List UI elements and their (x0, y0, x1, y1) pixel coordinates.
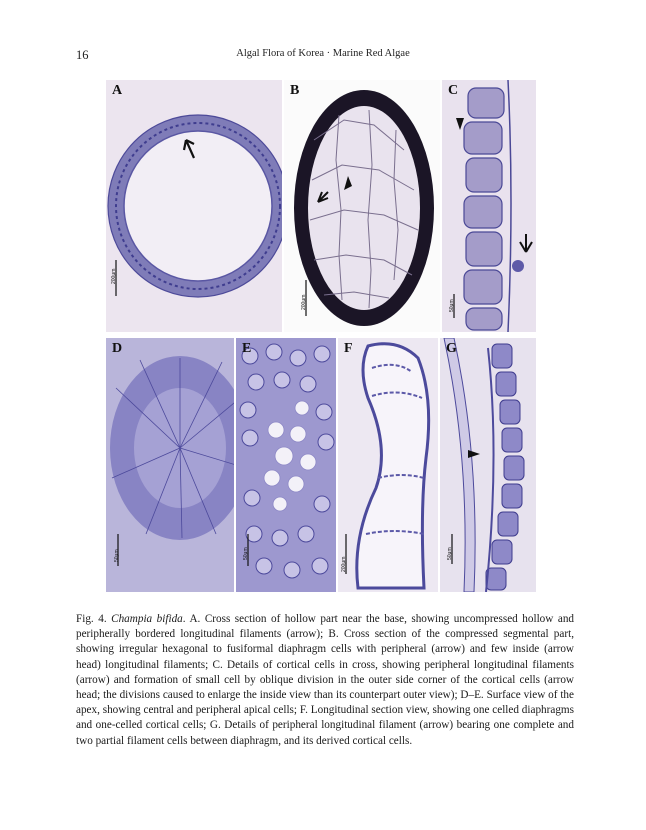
panel-c-micrograph (442, 80, 536, 332)
panel-c (442, 80, 536, 332)
scale-label-c: 50μm (449, 299, 455, 312)
caption-species: Champia bifida (111, 613, 183, 625)
scale-label-f: 200μm (341, 556, 347, 572)
panel-label-e: E (242, 341, 252, 356)
panel-e-micrograph (236, 338, 336, 592)
scale-label-d: 50μm (114, 549, 120, 562)
arrow-head-icon (456, 118, 464, 130)
scale-label-a: 200μm (111, 268, 117, 284)
page-number: 16 (76, 48, 89, 62)
panel-label-d: D (112, 341, 123, 356)
panel-d (106, 338, 234, 592)
scale-label-b: 200μm (301, 294, 307, 310)
panel-label-b: B (290, 83, 300, 98)
figure-caption (76, 612, 574, 749)
scale-label-g: 50μm (447, 547, 453, 560)
panel-g (440, 338, 536, 592)
panel-b (284, 80, 440, 332)
panel-a (106, 80, 282, 332)
panel-label-c: C (448, 83, 459, 98)
running-title: Algal Flora of Korea · Marine Red Algae (236, 48, 410, 59)
panel-label-g: G (446, 341, 457, 356)
caption-text: . A. Cross section of hollow part near the base, showing uncompressed hollow and peripherally bordered longitudinal filaments (arrow); B. Cross section of the compressed segmental part, showing irregular hexagonal to fusiformal diaphragm cells with peripheral (arrow) and few inside (arrow head) longitudinal filaments; C. Details of cortical cells in cross, showing peripheral longitudinal filaments (arrow) and formation of small cell by oblique division in the outer side corner of the cortical cells (arrow head; the divisions caused to enlarge the inside view than its counterpart outer view); D–E. Surface view of the apex, showing central and peripheral apical cells; F. Longitudinal section view, showing one celled diaphragms and one-celled cortical cells; G. Details of peripheral longitudinal filament (arrow) bearing one complete and two partial filament cells between diaphragm, and its derived cortical cells. (76, 613, 575, 747)
arrow-head-icon (468, 450, 480, 458)
panel-f-micrograph (338, 338, 438, 592)
panel-label-a: A (112, 83, 123, 98)
panel-a-micrograph (106, 80, 282, 332)
caption-prefix: Fig. 4. (76, 613, 107, 625)
figure-plate (106, 80, 536, 592)
panel-e (236, 338, 336, 592)
arrow-icon (520, 234, 532, 252)
panel-d-micrograph (106, 338, 234, 592)
panel-label-f: F (344, 341, 353, 356)
panel-b-micrograph (284, 80, 440, 332)
scale-label-e: 50μm (243, 547, 249, 560)
panel-g-micrograph (440, 338, 536, 592)
panel-f (338, 338, 438, 592)
